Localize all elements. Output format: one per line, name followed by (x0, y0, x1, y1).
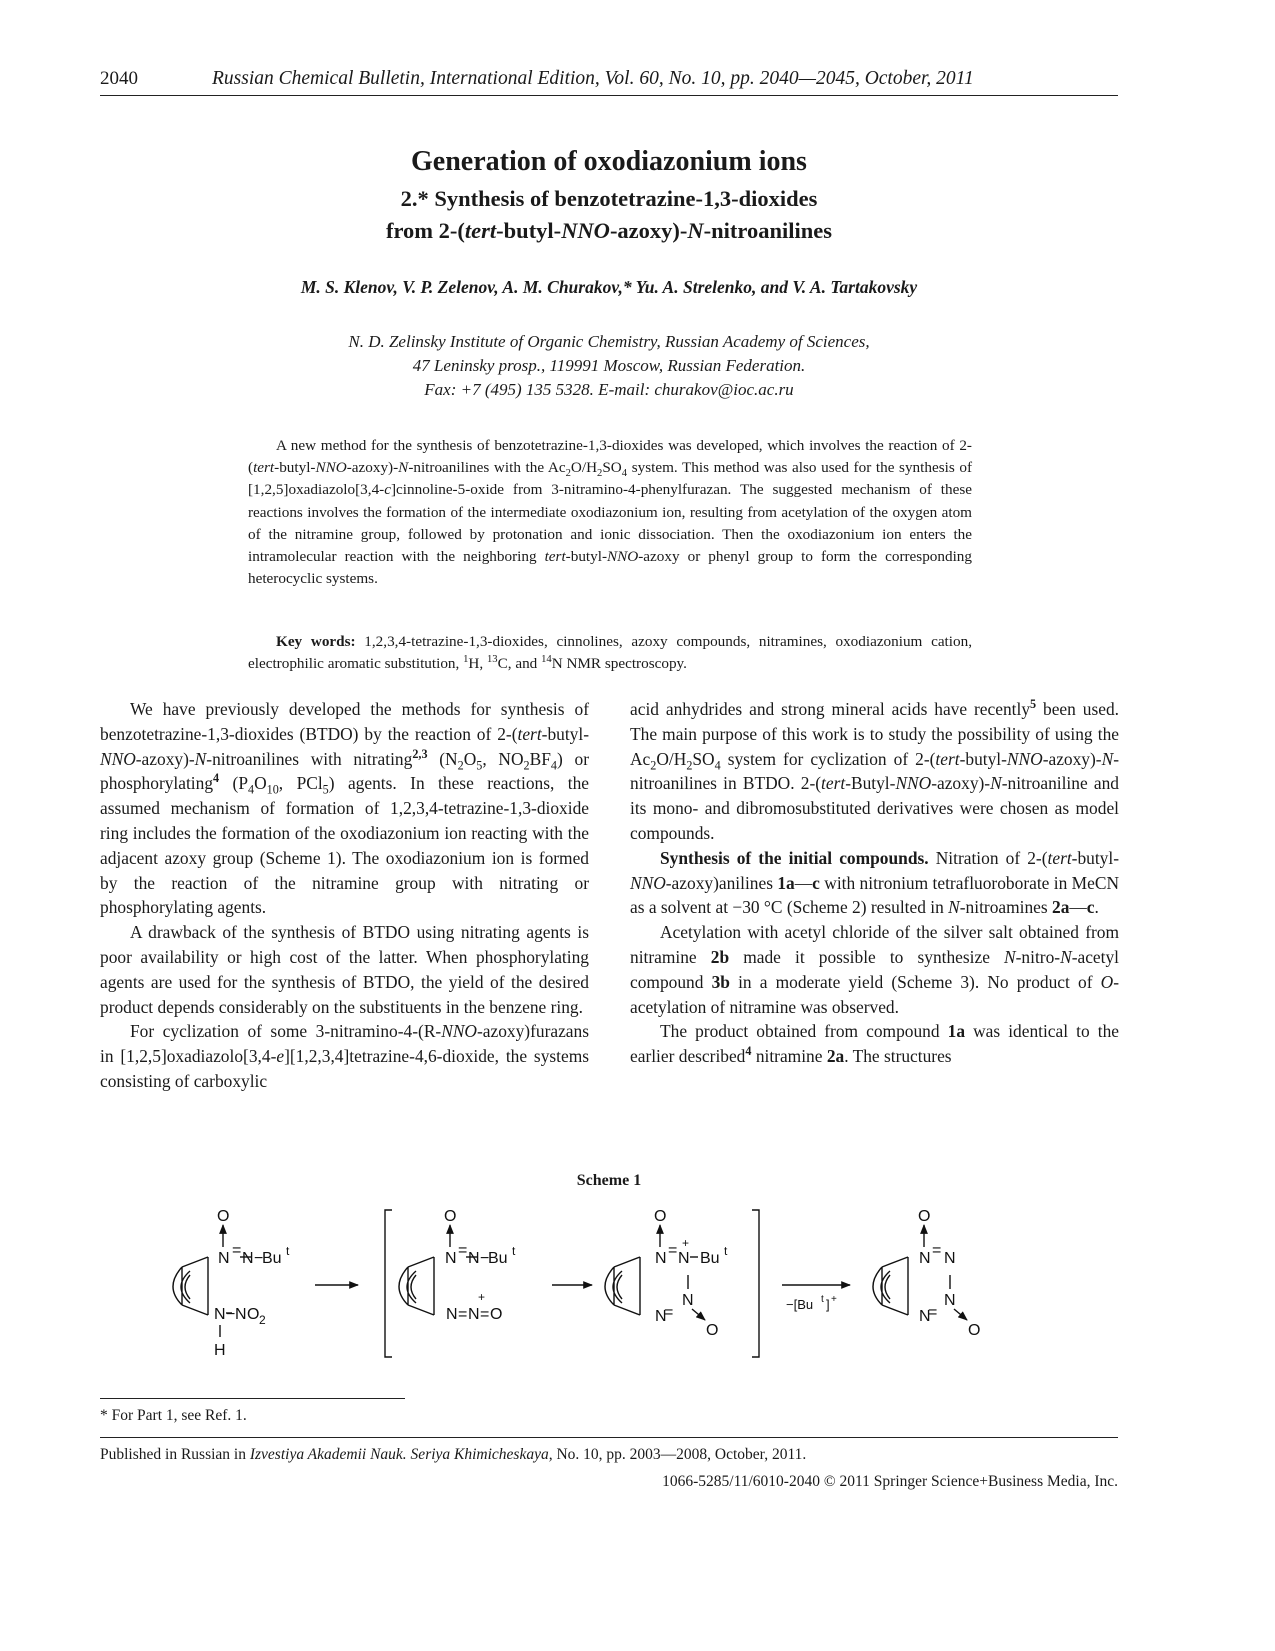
affiliation-line1: N. D. Zelinsky Institute of Organic Chemistry, Russian Academy of Sciences, (348, 332, 870, 351)
atom-label: H (214, 1342, 226, 1359)
publication-info: Published in Russian in Izvestiya Akademii Nauk. Seriya Khimicheskaya, No. 10, pp. 2003—2008, October, 2011. (100, 1446, 807, 1463)
atom-label: O (444, 1208, 457, 1225)
atom-label: = (664, 1304, 674, 1321)
atom-label: N (944, 1292, 956, 1309)
body-paragraph: A drawback of the synthesis of BTDO using nitrating agents is poor availability or high cost of the latter. When phosphorylating agents are used for the synthesis of BTDO, the yield of the desired product depends considerably on the substituents in the benzene ring. (100, 922, 589, 1017)
atom-label: Bu (262, 1250, 282, 1267)
atom-label: N (468, 1250, 480, 1267)
atom-label: = (232, 1242, 242, 1259)
footnote-rule (100, 1398, 405, 1399)
footnote: * For Part 1, see Ref. 1. (100, 1407, 247, 1424)
section-heading: Synthesis of the initial compounds. (660, 847, 929, 868)
atom-label: − (226, 1306, 236, 1323)
body-right-column (630, 697, 1119, 1069)
atom-label: O (490, 1306, 503, 1323)
atom-label: t (821, 1294, 824, 1305)
atom-label: N (242, 1250, 254, 1267)
atom-label: N (655, 1250, 667, 1267)
copyright: 1066-5285/11/6010-2040 © 2011 Springer Science+Business Media, Inc. (662, 1473, 1118, 1490)
body-left-column (100, 697, 589, 1094)
reaction-scheme (160, 1205, 1060, 1375)
body-paragraph: For cyclization of some 3-nitramino-4-(R-NNO-azoxy)furazans in [1,2,5]oxadiazolo[3,4-e][1,2,3,4]tetrazine-4,6-dioxide, the systems consisting of carboxylic (100, 1021, 589, 1091)
body-paragraph: The product obtained from compound 1a was identical to the earlier described$^4$ nitramine 2a. The structures (630, 1021, 1119, 1067)
keywords: Key words: 1,2,3,4-tetrazine-1,3-dioxides, cinnolines, azoxy compounds, nitramines, oxodiazonium cation, electrophilic aromatic substitution, $^1$H, $^{13}$C, and $^{14}$N NMR spectroscopy. (248, 633, 972, 673)
atom-label: O (706, 1322, 719, 1339)
atom-label: O (918, 1208, 931, 1225)
scheme-title: Scheme 1 (576, 1172, 642, 1189)
body-paragraph: Acetylation with acetyl chloride of the silver salt obtained from nitramine 2b made it possible to synthesize N-nitro-N-acetyl compound 3b in a moderate yield (Scheme 3). No product of O-acetylation of nitramine was observed. (630, 922, 1119, 1017)
atom-label: t (286, 1244, 290, 1258)
body-paragraph: We have previously developed the methods for synthesis of benzotetrazine-1,3-dioxides (BTDO) by the reaction of 2-(tert-butyl-NNO-azoxy)-N-nitroanilines with nitrating$^{2,3}$ ($N_2O_5$, $NO_2BF_4$) or phosphorylating$^4$ ($P_4O_{10}$, PCl$_5$) agents. In these reactions, the assumed mechanism of formation of 1,2,3,4-tetrazine-1,3-dioxide ring includes the formation of the oxodiazonium ion reacting with the adjacent azoxy group (Scheme 1). The oxodiazonium ion is formed by the reaction of the nitramine group with nitrating or phosphorylating agents. (100, 699, 589, 918)
article-subtitle-line2: from 2-(tert-butyl-NNO-azoxy)-N-nitroanilines (385, 218, 833, 243)
atom-label: −[Bu (786, 1297, 814, 1312)
atom-label: − (480, 1250, 490, 1267)
atom-label: = (928, 1304, 938, 1321)
atom-label: + (831, 1294, 837, 1305)
header-rule (100, 95, 1118, 96)
atom-label: N (944, 1250, 956, 1267)
page-number: 2040 (100, 68, 138, 89)
atom-label: N (678, 1250, 690, 1267)
atom-label: = (668, 1242, 678, 1259)
abstract: A new method for the synthesis of benzotetrazine-1,3-dioxides was developed, which involves the reaction of 2-(tert-butyl-NNO-azoxy)-N-nitroanilines with the $Ac_2O/H_2SO_4$ system. This method was also used for the synthesis of [1,2,5]oxadiazolo[3,4-c]cinnoline-5-oxide from 3-nitramino-4-phenylfurazan. The suggested mechanism of these reactions involves the formation of the intermediate oxodiazonium ion, resulting from acetylation of the oxygen atom of the nitramine group, followed by protonation and ionic dissociation. Then the oxodiazonium ion enters the intramolecular reaction with the neighboring tert-butyl-NNO-azoxy or phenyl group to form the corresponding heterocyclic systems. (248, 437, 973, 588)
atom-label: t (512, 1244, 516, 1258)
atom-label: N (218, 1250, 230, 1267)
atom-label: = (480, 1306, 490, 1323)
article-subtitle-line1: 2.* Synthesis of benzotetrazine-1,3-dioxides (400, 186, 818, 211)
atom-label: t (724, 1244, 728, 1258)
publication-rule (100, 1437, 1118, 1438)
article-title: Generation of oxodiazonium ions (411, 146, 807, 177)
atom-label: N (919, 1308, 931, 1325)
atom-label: + (682, 1236, 690, 1250)
atom-label: Bu (700, 1250, 720, 1267)
affiliation-line2: 47 Leninsky prosp., 119991 Moscow, Russian Federation. (412, 356, 806, 375)
body-paragraph: acid anhydrides and strong mineral acids have recently$^5$ been used. The main purpose of this work is to study the possibility of using the $Ac_2O/H_2SO_4$ system for cyclization of 2-(tert-butyl-NNO-azoxy)-N-nitroanilines in BTDO. 2-(tert-Butyl-NNO-azoxy)-N-nitroaniline and its mono- and dibromosubstituted derivatives were chosen as model compounds. (630, 697, 1119, 843)
body-paragraph: Synthesis of the initial compounds. Nitration of 2-(tert-butyl-NNO-azoxy)anilines 1a—c with nitronium tetrafluoroborate in MeCN as a solvent at −30 °C (Scheme 2) resulted in N-nitroamines 2a—c. (630, 847, 1120, 918)
atom-label: N (655, 1308, 667, 1325)
benzene-ring-arc (173, 1267, 190, 1305)
atom-label: N (446, 1306, 458, 1323)
atom-label: O (217, 1208, 230, 1225)
atom-label: N (445, 1250, 457, 1267)
affiliation-contact: Fax: +7 (495) 135 5328. E-mail: churakov@ioc.ac.ru (424, 380, 794, 399)
atom-label: − (254, 1250, 264, 1267)
author-list: M. S. Klenov, V. P. Zelenov, A. M. Churakov,* Yu. A. Strelenko, and V. A. Tartakovsky (300, 277, 918, 297)
atom-label: 2 (259, 1313, 266, 1327)
atom-label: N (214, 1306, 226, 1323)
atom-label: = (458, 1242, 468, 1259)
atom-label: + (478, 1290, 486, 1304)
atom-label: = (458, 1306, 468, 1323)
atom-label: Bu (488, 1250, 508, 1267)
atom-label: N (682, 1292, 694, 1309)
atom-label: ] (826, 1297, 830, 1312)
atom-label: O (654, 1208, 667, 1225)
atom-label: = (932, 1242, 942, 1259)
atom-label: O (968, 1322, 981, 1339)
atom-label: N (235, 1306, 247, 1323)
atom-label: O (247, 1306, 260, 1323)
journal-header: Russian Chemical Bulletin, International Edition, Vol. 60, No. 10, pp. 2040—2045, October, 2011 (212, 68, 974, 89)
atom-label: N (919, 1250, 931, 1267)
atom-label: N (468, 1306, 480, 1323)
